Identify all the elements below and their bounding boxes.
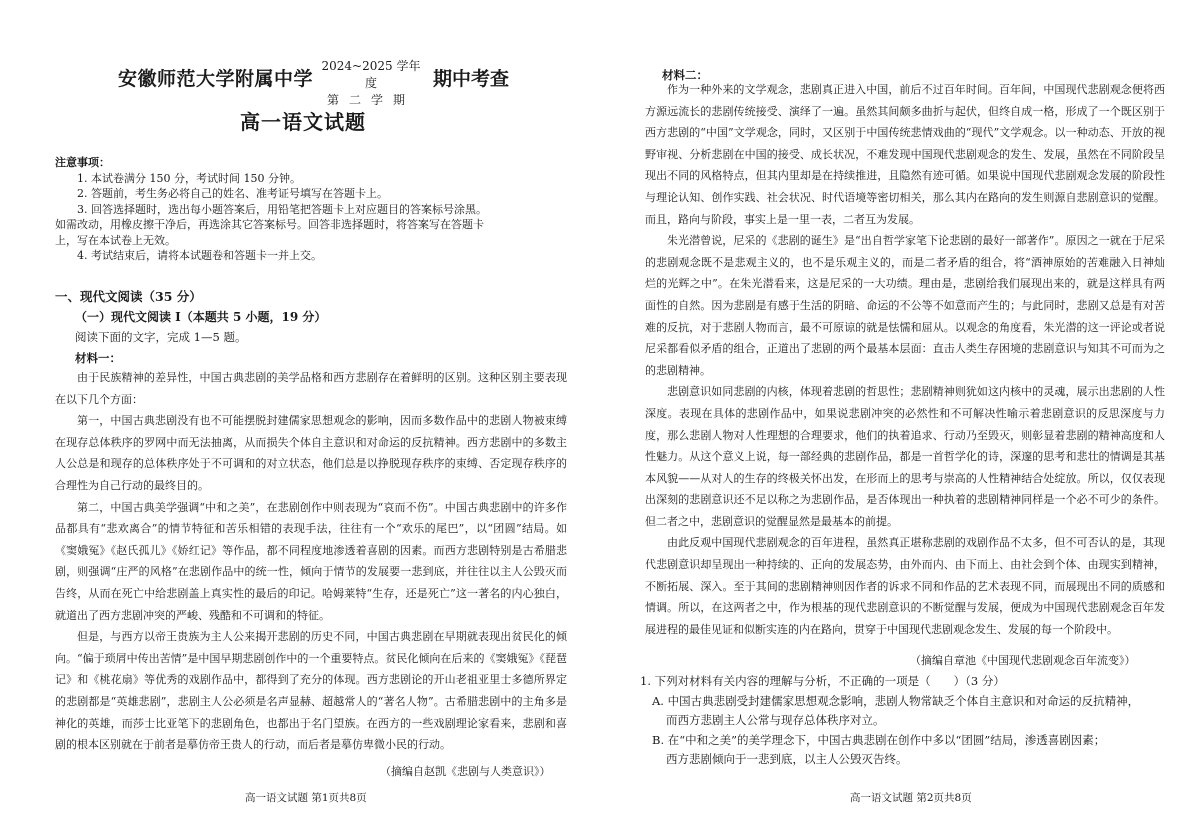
question-stem: 1. 下列对材料有关内容的理解与分析，不正确的一项是（ ）（3 分） [640,674,1005,688]
notice-item: 2. 答题前，考生务必将自己的姓名、准考证号填写在答题卡上。 [77,187,388,200]
question-1 [640,672,1180,770]
instruction: 阅读下面的文字，完成 1—5 题。 [75,330,247,344]
material-two-body [645,79,1165,640]
exam-name: 期中考查 [433,68,510,90]
page-footer: 高一语文试题 第2页共8页 [850,792,972,804]
paragraph: 第一，中国古典悲剧没有也不可能摆脱封建儒家思想观念的影响，因而多数作品中的悲剧人物被束缚在现存总体秩序的罗网中而无法抽离，从而损失个体自主意识和对命运的反抗精神。西方悲剧中的多数主人公总是和现存的总体秩序处于不可调和的对立状态，他们总是以挣脱现存秩序的束缚、否定现存秩序的合理性为自己行动的最终目的。 [55,414,567,492]
right-page [600,0,1200,831]
paragraph: 第二，中国古典美学强调“中和之美”，在悲剧创作中则表现为“哀而不伤”。中国古典悲剧中的许多作品都具有“悲欢离合”的情节特征和苦乐相错的表现手法，往往有一个“欢乐的尾巴”，以“团圆”结局。如《窦娥冤》《赵氏孤儿》《娇红记》等作品，都不同程度地渗透着喜剧的因素。而西方悲剧特别是古希腊悲剧，则强调“庄严的风格”在悲剧作品中的统一性，倾向于情节的发展要一悲到底，并往往以主人公毁灭而告终，从而在死亡中给悲剧盖上真实性的最后的印记。哈姆莱特“生存，还是死亡”这一著名的内心独白，就道出了西方悲剧冲突的严峻、残酷和不可调和的特征。 [55,500,567,622]
source-citation: （摘编自赵凯《悲剧与人类意识》） [380,765,551,778]
page-title: 高一语文试题 [240,110,366,134]
paragraph: 由于民族精神的差异性，中国古典悲剧的美学品格和西方悲剧存在着鲜明的区别。这种区别主要表现在以下几个方面： [55,371,567,406]
paragraph: 作为一种外来的文学观念，悲剧真正进入中国，前后不过百年时间。百年间，中国现代悲剧观念便将西方源远流长的悲剧传统接受、演绎了一遍。虽然其间颇多曲折与起伏，但终自成一格，形成了一个既区别于西方悲剧的“中国”文学观念，同时，又区别于中国传统悲情戏曲的“现代”文学观念。以一种动态、开放的视野审视、分析悲剧在中国的接受、成长状况，不难发现中国现代悲剧观念的发生、发展，虽然在不同阶段呈现出不同的风格特点，但其内里却是在持续推进，且隐然有迹可循。如果说中国现代悲剧观念发展的阶段性与理论认知、创作实践、社会状况、时代语境等密切相关，那么其内在路向的发生则源自悲剧意识的觉醒。而且，路向与阶段，事实上是一里一表，二者互为发展。 [645,83,1165,226]
school-name: 安徽师范大学附属中学 [118,68,314,90]
option-b: B. 在“中和之美”的美学理念下，中国古典悲剧在创作中多以“团圆”结局，渗透喜剧因素； [652,732,1106,747]
subsection-title: （一）现代文阅读 I（本题共 5 小题，19 分） [75,310,327,324]
academic-year-block [316,58,426,109]
term: 第二学期 [326,93,415,107]
notice-item: 上，写在本试卷上无效。 [55,233,176,247]
option-b-continued: 西方悲剧倾向于一悲到底，以主人公毁灭告终。 [666,752,908,766]
notice-title: 注意事项： [55,156,110,169]
option-a: A. 中国古典悲剧受封建儒家思想观念影响，悲剧人物常缺乏个体自主意识和对命运的反抗精神， [652,693,1140,708]
source-citation: （摘编自章池《中国现代悲剧观念百年流变》） [910,654,1136,667]
notice-item: 1. 本试卷满分 150 分，考试时间 150 分钟。 [77,171,301,185]
notice-item: 如需改动，用橡皮擦干净后，再选涂其它答案标号。回答非选择题时，将答案写在答题卡 [55,218,484,231]
section-title: 一、现代文阅读（35 分） [55,289,202,304]
option-a-continued: 而西方悲剧主人公常与现存总体秩序对立。 [666,713,885,727]
material-title: 材料一： [75,351,121,365]
notice-item: 3. 回答选择题时，选出每小题答案后，用铅笔把答题卡上对应题目的答案标号涂黑。 [77,202,487,216]
material-title: 材料二： [662,68,708,82]
exam-header [118,59,578,107]
page-footer: 高一语文试题 第1页共8页 [245,792,367,804]
academic-year: 2024~2025 学年度 [321,59,421,90]
paragraph: 但是，与西方以帝王贵族为主人公来揭开悲剧的历史不同，中国古典悲剧在早期就表现出贫民化的倾向。“偏于琐屑中传出苦情”是中国早期悲剧创作中的一个重要特点。贫民化倾向在后来的《窦娥冤》《琵琶记》和《桃花扇》等优秀的戏剧作品中，都得到了充分的体现。西方悲剧论的开山老祖亚里士多德所界定的悲剧都是“英雄悲剧”，悲剧主人公必须是名声显赫、超越常人的“著名人物”。古希腊悲剧中的主角多是神化的英雄，而莎士比亚笔下的悲剧角色，也都出于名门望族。在西方的一些戏剧理论家看来，悲剧和喜剧的根本区别就在于前者是摹仿帝王贵人的行动，而后者是摹仿卑微小民的行动。 [55,630,567,752]
paragraph: 由此反观中国现代悲剧观念的百年进程，虽然真正堪称悲剧的戏剧作品不太多，但不可否认的是，其现代悲剧意识却呈现出一种持续的、正向的发展态势，由外而内、由下而上、由社会到个体、由现实到精神，不断拓展、深入。至于其间的悲剧精神则因作者的诉求不同和作品的艺术表现不同，而展现出不同的质感和情调。所以，在这两者之中，作为根基的现代悲剧意识的不断觉醒与发展，便成为中国现代悲剧观念百年发展进程的最佳见证和似断实连的内在路向，贯穿于中国现代悲剧观念发生、发展的每一个阶段中。 [645,536,1165,636]
material-one-body [55,367,567,756]
notice-block [55,155,565,264]
paragraph: 悲剧意识如同悲剧的内核，体现着悲剧的哲思性；悲剧精神则犹如这内核中的灵魂，展示出悲剧的人性深度。表现在具体的悲剧作品中，如果说悲剧冲突的必然性和不可解决性喻示着悲剧意识的反思深度与力度，那么悲剧人物对人性理想的合理要求，他们的执着追求、行动乃至毁灭，则彰显着悲剧的精神高度和人性魅力。从这个意义上说，每一部经典的悲剧作品，都是一首哲学化的诗，深邃的思考和悲壮的情调是其基本风貌——从对人的生存的终极关怀出发，在形而上的思考与崇高的人性精神结合处绽放。所以，仅仅表现出深刻的悲剧意识还不足以称之为悲剧作品，是否体现出一种执着的悲剧精神同样是一个必不可少的条件。但二者之中，悲剧意识的觉醒显然是最基本的前提。 [645,385,1165,528]
paragraph: 朱光潜曾说，尼采的《悲剧的诞生》是“出自哲学家笔下论悲剧的最好一部著作”。原因之一就在于尼采的悲剧观念既不是悲观主义的，也不是乐观主义的，而是二者矛盾的组合，将“酒神原始的苦难融入日神灿烂的光辉之中”。在朱光潜看来，这是尼采的一大功绩。理由是，悲剧给我们展现出来的，就是这样具有两面性的自然。因为悲剧是有感于生活的阴暗、命运的不公等不如意而产生的；与此同时，悲剧又总是有对苦难的反抗，对于悲剧人物而言，最不可原谅的就是怯懦和屈从。以观念的角度看，朱光潜的这一评论或者说尼采都看似矛盾的组合，正道出了悲剧的两个最基本层面：直击人类生存困境的悲剧意识与知其不可而为之的悲剧精神。 [645,234,1165,377]
notice-item: 4. 考试结束后，请将本试题卷和答题卡一并上交。 [77,249,322,262]
